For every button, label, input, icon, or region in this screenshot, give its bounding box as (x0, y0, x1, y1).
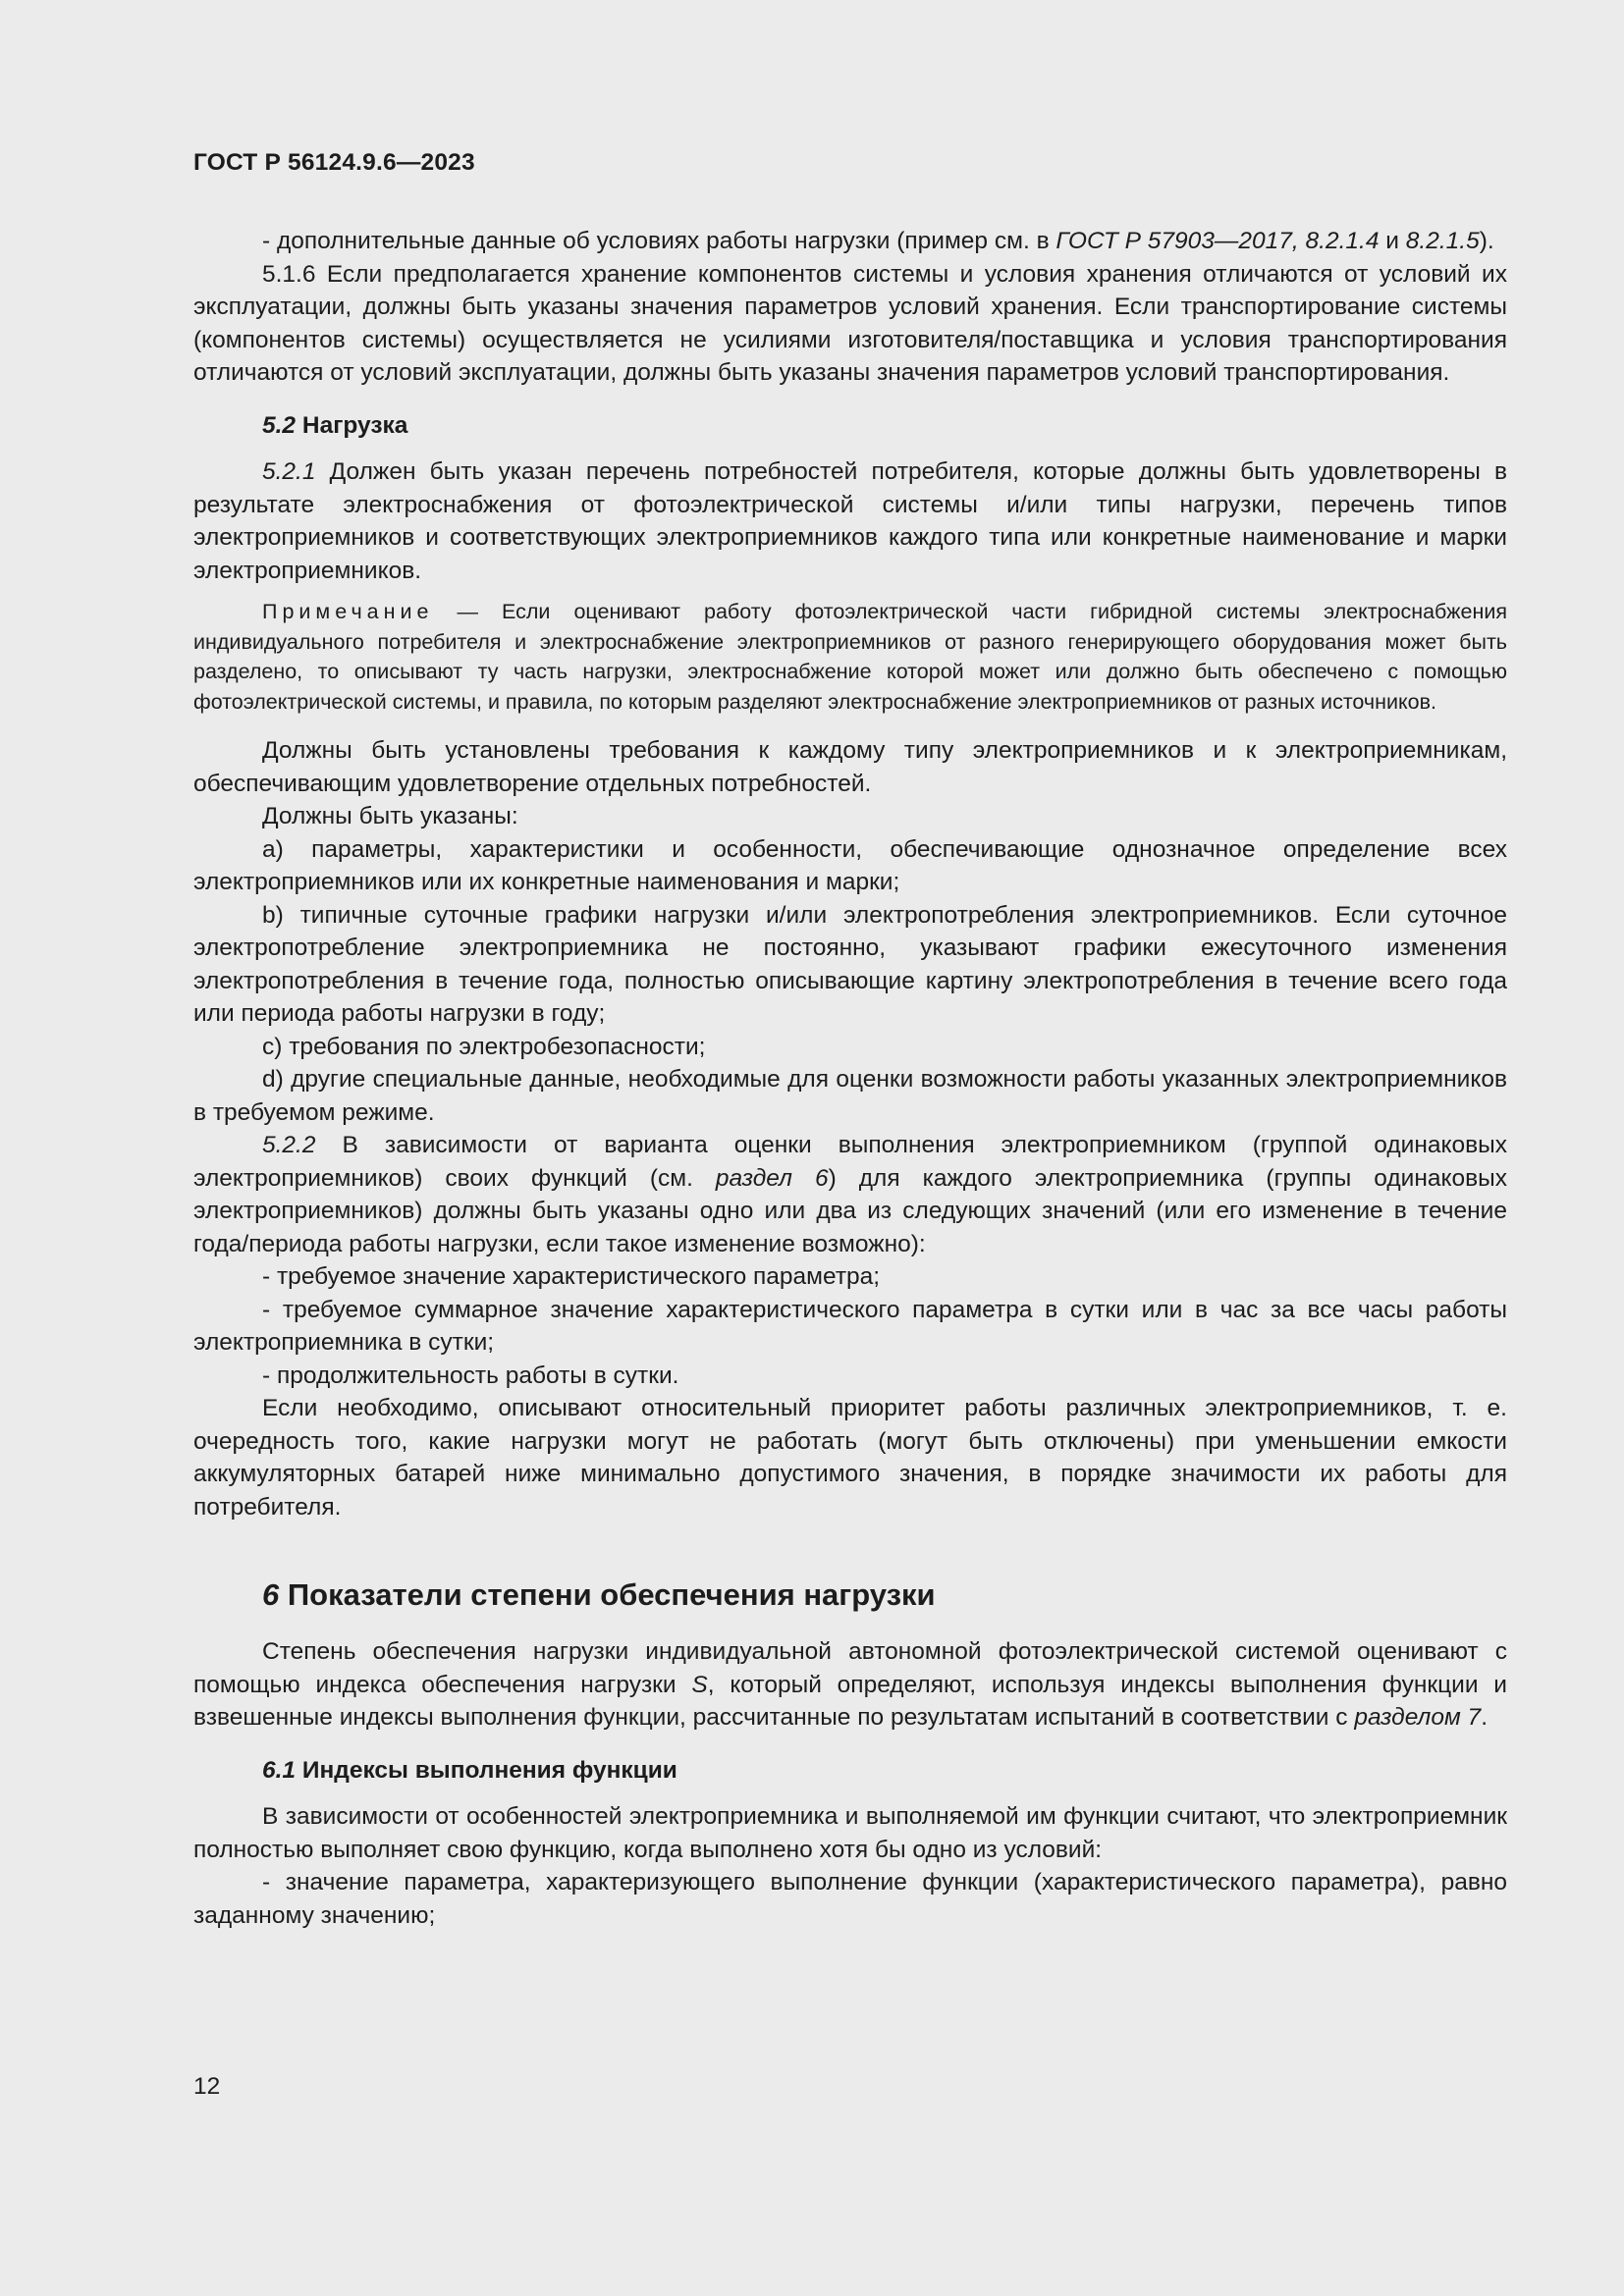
reference-section: разделом 7 (1354, 1704, 1482, 1731)
list-item-c: c) требования по электробезопасности; (262, 1033, 706, 1060)
page-number: 12 (193, 2073, 221, 2100)
paragraph-must-specify: Должны быть указаны: (262, 803, 518, 829)
document-body (193, 225, 1507, 1932)
clause-number: 5.2.2 (262, 1132, 316, 1158)
section-heading-6: 6 Показатели степени обеспечения нагрузки (262, 1577, 936, 1612)
section-heading-5-2: 5.2 Нагрузка (262, 411, 408, 439)
reference-section: раздел 6 (715, 1164, 829, 1192)
paragraph-additional-data: - дополнительные данные об условиях работы нагрузки (пример см. в ГОСТ Р 57903—2017, 8.2.1.4 и 8.2.1.5). (262, 228, 1494, 254)
paragraph-5-1-6: 5.1.6 Если предполагается хранение компонентов системы и условия хранения отличаются от условий их эксплуатации, должны быть указаны значения параметров условий хранения. Если транспортирование системы (компонентов системы) осуществляется не усилиями изготовителя/поставщика и условия транспортирования отличаются от условий эксплуатации, должны быть указаны значения параметров условий транспортирования. (193, 260, 1507, 386)
paragraph-6-1-intro: В зависимости от особенностей электроприемника и выполняемой им функции считают, что электроприемник полностью выполняет свою функцию, когда выполнено хотя бы одно из условий: (193, 1803, 1507, 1863)
symbol-s: S (691, 1671, 708, 1698)
list-item-dash: - требуемое суммарное значение характеристического параметра в сутки или в час за все часы работы электроприемника в сутки; (193, 1296, 1507, 1356)
list-item-dash: - значение параметра, характеризующего выполнение функции (характеристического параметра), равно заданному значению; (193, 1869, 1507, 1929)
list-item-dash: - продолжительность работы в сутки. (262, 1362, 679, 1389)
note-paragraph: Примечание — Если оценивают работу фотоэлектрической части гибридной системы электроснабжения индивидуального потребителя и электроснабжение электроприемников от разного генерирующего оборудования может быть разделено, то описывают ту часть нагрузки, электроснабжение которой может или должно быть обеспечено с помощью фотоэлектрической системы, и правила, по которым разделяют электроснабжение электроприемников от разных источников. (193, 600, 1507, 714)
reference-clause: 8.2.1.5 (1405, 228, 1480, 254)
reference-gost: ГОСТ Р 57903—2017, 8.2.1.4 (1056, 228, 1380, 254)
list-item-a: a) параметры, характеристики и особенности, обеспечивающие однозначное определение всех электроприемников или их конкретные наименования и марки; (193, 835, 1507, 895)
paragraph-priority: Если необходимо, описывают относительный приоритет работы различных электроприемников, т. е. очередность того, какие нагрузки могут не работать (могут быть отключены) при уменьшении емкости аккумуляторных батарей ниже минимально допустимого значения, в порядке значимости их работы для потребителя. (193, 1395, 1507, 1521)
clause-number: 5.2.1 (262, 458, 316, 485)
list-item-d: d) другие специальные данные, необходимые для оценки возможности работы указанных электроприемников в требуемом режиме. (193, 1066, 1507, 1126)
document-header: ГОСТ Р 56124.9.6—2023 (193, 149, 475, 176)
paragraph-5-2-2: 5.2.2 В зависимости от варианта оценки выполнения электроприемником (группой одинаковых электроприемников) своих функций (см. раздел 6) для каждого электроприемника (группы одинаковых электроприемников) должны быть указаны одно или два из следующих значений (или его изменение в течение года/периода работы нагрузки, если такое изменение возможно): (193, 1132, 1508, 1257)
paragraph-5-2-1: 5.2.1 Должен быть указан перечень потребностей потребителя, которые должны быть удовлетворены в результате электроснабжения от фотоэлектрической системы и/или типы нагрузки, перечень типов электроприемников и соответствующих электроприемников каждого типа или конкретные наименование и марки электроприемников. (193, 458, 1507, 584)
list-item-b: b) типичные суточные графики нагрузки и/или электропотребления электроприемников. Если суточное электропотребление электроприемника не постоянно, указывают графики ежесуточного изменения электропотребления в течение года, полностью описывающие картину электропотребления в течение всего года или периода работы нагрузки в году; (193, 901, 1507, 1027)
paragraph-section-6-intro: Степень обеспечения нагрузки индивидуальной автономной фотоэлектрической системой оценивают с помощью индекса обеспечения нагрузки S, который определяют, используя индексы выполнения функции и взвешенные индексы выполнения функции, рассчитанные по результатам испытаний в соответствии с разделом 7. (193, 1638, 1507, 1731)
note-label: Примечание (262, 600, 434, 623)
paragraph-requirements: Должны быть установлены требования к каждому типу электроприемников и к электроприемникам, обеспечивающим удовлетворение отдельных потребностей. (193, 737, 1507, 797)
section-heading-6-1: 6.1 Индексы выполнения функции (262, 1756, 677, 1784)
list-item-dash: - требуемое значение характеристического параметра; (262, 1263, 881, 1290)
